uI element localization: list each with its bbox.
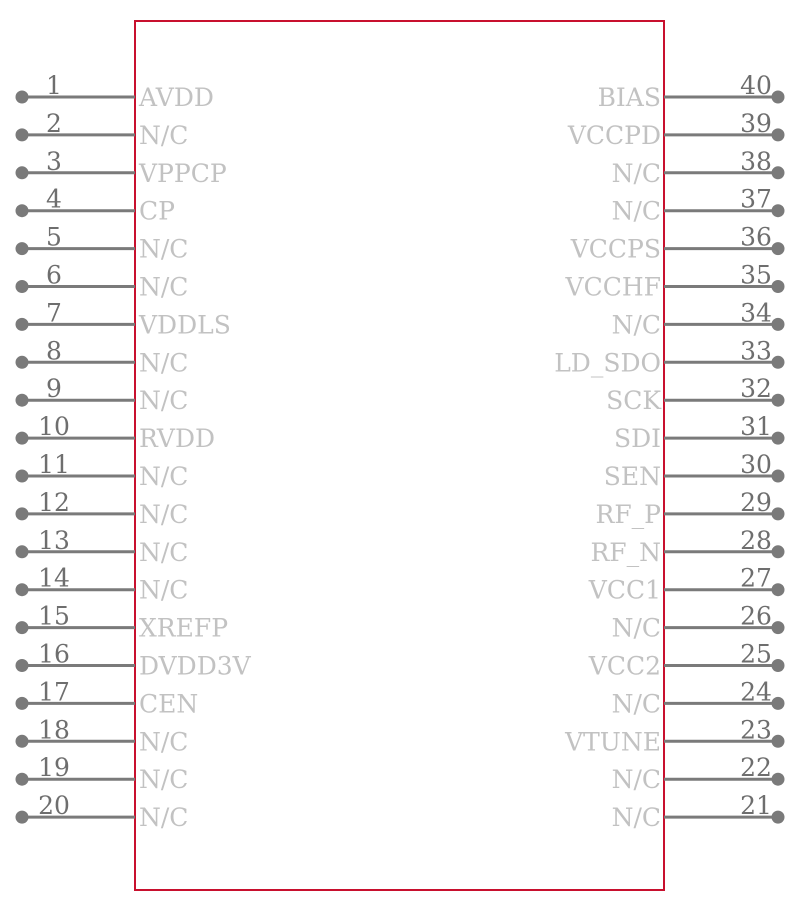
pin-4 — [16, 185, 175, 226]
pin-40 — [598, 71, 785, 112]
pin-number: 14 — [38, 563, 70, 593]
pin-28 — [590, 526, 784, 567]
pin-number: 37 — [740, 184, 772, 214]
pin-terminal-dot[interactable] — [16, 166, 29, 179]
pin-number: 11 — [38, 450, 70, 479]
pin-terminal-dot[interactable] — [16, 394, 29, 407]
pin-34 — [612, 298, 785, 339]
pin-terminal-dot[interactable] — [16, 545, 29, 558]
pin-number: 32 — [740, 374, 772, 404]
pin-13 — [16, 526, 189, 567]
pin-number: 7 — [46, 298, 62, 328]
pin-name-label: VPPCP — [139, 158, 227, 188]
pin-name-label: VDDLS — [139, 310, 231, 340]
pin-terminal-dot[interactable] — [772, 697, 785, 710]
pin-23 — [564, 715, 784, 756]
pin-16 — [16, 640, 252, 681]
pin-number: 27 — [740, 563, 772, 593]
pin-number: 16 — [38, 639, 70, 669]
pin-name-label: N/C — [611, 196, 661, 226]
pin-11 — [16, 450, 189, 491]
pin-terminal-dot[interactable] — [16, 773, 29, 786]
pin-33 — [554, 336, 784, 377]
pin-number: 34 — [740, 298, 772, 328]
pin-number: 21 — [740, 791, 772, 821]
pin-number: 3 — [46, 146, 62, 176]
component-body-outline — [135, 21, 664, 890]
pin-terminal-dot[interactable] — [16, 128, 29, 141]
pin-terminal-dot[interactable] — [772, 318, 785, 331]
pin-terminal-dot[interactable] — [16, 735, 29, 748]
pin-name-label: XREFP — [139, 613, 229, 643]
pin-10 — [16, 412, 216, 453]
pin-terminal-dot[interactable] — [16, 204, 29, 217]
pin-terminal-dot[interactable] — [772, 659, 785, 672]
pin-terminal-dot[interactable] — [772, 545, 785, 558]
pin-name-label: N/C — [139, 499, 189, 529]
pin-number: 12 — [38, 487, 70, 517]
pin-number: 28 — [740, 525, 772, 555]
pin-1 — [16, 71, 214, 112]
pin-name-label: BIAS — [597, 83, 661, 112]
pin-number: 31 — [740, 412, 772, 442]
pin-name-label: VTUNE — [565, 727, 661, 757]
pin-terminal-dot[interactable] — [772, 242, 785, 255]
pin-terminal-dot[interactable] — [772, 166, 785, 179]
pin-terminal-dot[interactable] — [772, 280, 785, 293]
pin-2 — [16, 109, 189, 150]
pin-terminal-dot[interactable] — [16, 583, 29, 596]
pin-15 — [16, 602, 229, 643]
pin-number: 15 — [38, 601, 70, 631]
pin-7 — [16, 298, 231, 339]
pin-29 — [596, 488, 785, 529]
pin-number: 4 — [46, 184, 62, 214]
pin-name-label: DVDD3V — [139, 651, 251, 681]
pin-name-label: SDI — [613, 424, 661, 454]
pin-9 — [16, 374, 189, 415]
pin-name-label: N/C — [139, 537, 189, 567]
pin-number: 13 — [38, 525, 70, 555]
pin-name-label: VCC1 — [588, 575, 661, 605]
pin-14 — [16, 564, 189, 605]
pin-name-label: VCCPS — [570, 234, 661, 264]
pin-number: 19 — [38, 753, 70, 783]
pin-terminal-dot[interactable] — [16, 356, 29, 369]
pin-31 — [614, 412, 785, 453]
pin-name-label: N/C — [139, 727, 189, 757]
pin-name-label: RF_P — [595, 499, 661, 529]
right-pin-group — [554, 71, 784, 832]
pin-number: 23 — [740, 715, 772, 745]
pin-name-label: RVDD — [139, 424, 216, 454]
pin-3 — [16, 147, 227, 188]
pin-terminal-dot[interactable] — [772, 91, 785, 104]
pin-25 — [588, 640, 785, 681]
pin-18 — [16, 715, 189, 756]
pin-name-label: N/C — [139, 765, 189, 795]
pin-terminal-dot[interactable] — [16, 811, 29, 824]
pin-name-label: N/C — [611, 689, 661, 719]
pin-terminal-dot[interactable] — [772, 128, 785, 141]
pin-terminal-dot[interactable] — [772, 583, 785, 596]
pin-terminal-dot[interactable] — [772, 204, 785, 217]
pin-name-label: RF_N — [590, 537, 661, 567]
left-pin-group — [16, 71, 252, 832]
pin-number: 30 — [740, 450, 772, 479]
pin-name-label: N/C — [139, 803, 189, 833]
pin-terminal-dot[interactable] — [772, 356, 785, 369]
pin-number: 24 — [740, 677, 772, 707]
pin-39 — [567, 109, 785, 150]
pin-number: 17 — [38, 677, 70, 707]
pin-name-label: N/C — [139, 120, 189, 150]
pin-number: 6 — [46, 260, 62, 290]
pin-36 — [570, 223, 785, 264]
pin-terminal-dot[interactable] — [16, 697, 29, 710]
pin-35 — [565, 261, 785, 302]
pin-name-label: CEN — [139, 689, 199, 719]
pin-terminal-dot[interactable] — [16, 318, 29, 331]
pin-17 — [16, 677, 199, 718]
pin-number: 22 — [740, 753, 772, 783]
pin-name-label: SEN — [603, 462, 661, 491]
pin-30 — [604, 450, 785, 491]
pin-terminal-dot[interactable] — [16, 621, 29, 634]
pin-name-label: N/C — [611, 613, 661, 643]
pin-terminal-dot[interactable] — [16, 91, 29, 104]
pin-number: 29 — [740, 487, 772, 517]
pin-terminal-dot[interactable] — [16, 432, 29, 445]
pin-number: 1 — [46, 71, 62, 100]
pin-37 — [612, 185, 785, 226]
pin-number: 2 — [46, 108, 62, 138]
pin-number: 39 — [740, 108, 772, 138]
pin-name-label: AVDD — [139, 83, 214, 112]
pin-name-label: N/C — [139, 272, 189, 302]
pin-26 — [612, 602, 785, 643]
pin-20 — [16, 791, 189, 832]
pin-name-label: N/C — [611, 158, 661, 188]
pin-terminal-dot[interactable] — [16, 470, 29, 483]
pin-terminal-dot[interactable] — [772, 507, 785, 520]
pin-number: 20 — [38, 791, 70, 821]
pin-name-label: N/C — [611, 310, 661, 340]
pin-name-label: N/C — [139, 234, 189, 264]
pin-number: 25 — [740, 639, 772, 669]
pin-19 — [16, 753, 189, 794]
pin-number: 8 — [46, 336, 62, 366]
pin-name-label: N/C — [139, 386, 189, 416]
pin-terminal-dot[interactable] — [772, 394, 785, 407]
pin-name-label: N/C — [611, 765, 661, 795]
pin-terminal-dot[interactable] — [772, 811, 785, 824]
pin-27 — [588, 564, 785, 605]
pin-terminal-dot[interactable] — [16, 507, 29, 520]
pin-terminal-dot[interactable] — [772, 470, 785, 483]
pin-terminal-dot[interactable] — [772, 621, 785, 634]
pin-21 — [612, 791, 785, 832]
pin-terminal-dot[interactable] — [772, 735, 785, 748]
pin-24 — [612, 677, 785, 718]
pin-12 — [16, 488, 189, 529]
pin-8 — [16, 336, 189, 377]
pin-name-label: SCK — [606, 386, 661, 416]
pin-name-label: VCC2 — [588, 651, 661, 681]
pin-terminal-dot[interactable] — [16, 280, 29, 293]
pin-number: 40 — [740, 71, 772, 100]
pin-number: 36 — [740, 222, 772, 252]
pin-32 — [606, 374, 784, 415]
pin-22 — [612, 753, 785, 794]
pin-name-label: N/C — [611, 803, 661, 833]
pin-number: 18 — [38, 715, 70, 745]
pin-name-label: LD_SDO — [554, 348, 661, 378]
pin-name-label: VCCPD — [567, 120, 661, 150]
pin-name-label: N/C — [139, 575, 189, 605]
pin-number: 9 — [46, 374, 62, 404]
pin-38 — [612, 147, 785, 188]
pin-terminal-dot[interactable] — [16, 242, 29, 255]
pin-name-label: N/C — [139, 348, 189, 378]
pin-number: 26 — [740, 601, 772, 631]
pin-terminal-dot[interactable] — [772, 432, 785, 445]
pin-name-label: CP — [139, 196, 175, 226]
pin-terminal-dot[interactable] — [772, 773, 785, 786]
pin-terminal-dot[interactable] — [16, 659, 29, 672]
pin-number: 5 — [46, 222, 62, 252]
pin-5 — [16, 223, 189, 264]
pin-number: 38 — [740, 146, 772, 176]
pin-number: 33 — [740, 336, 772, 366]
pin-name-label: VCCHF — [565, 272, 661, 302]
pin-6 — [16, 261, 189, 302]
pin-number: 10 — [38, 412, 70, 442]
pin-number: 35 — [740, 260, 772, 290]
pin-name-label: N/C — [139, 462, 189, 491]
